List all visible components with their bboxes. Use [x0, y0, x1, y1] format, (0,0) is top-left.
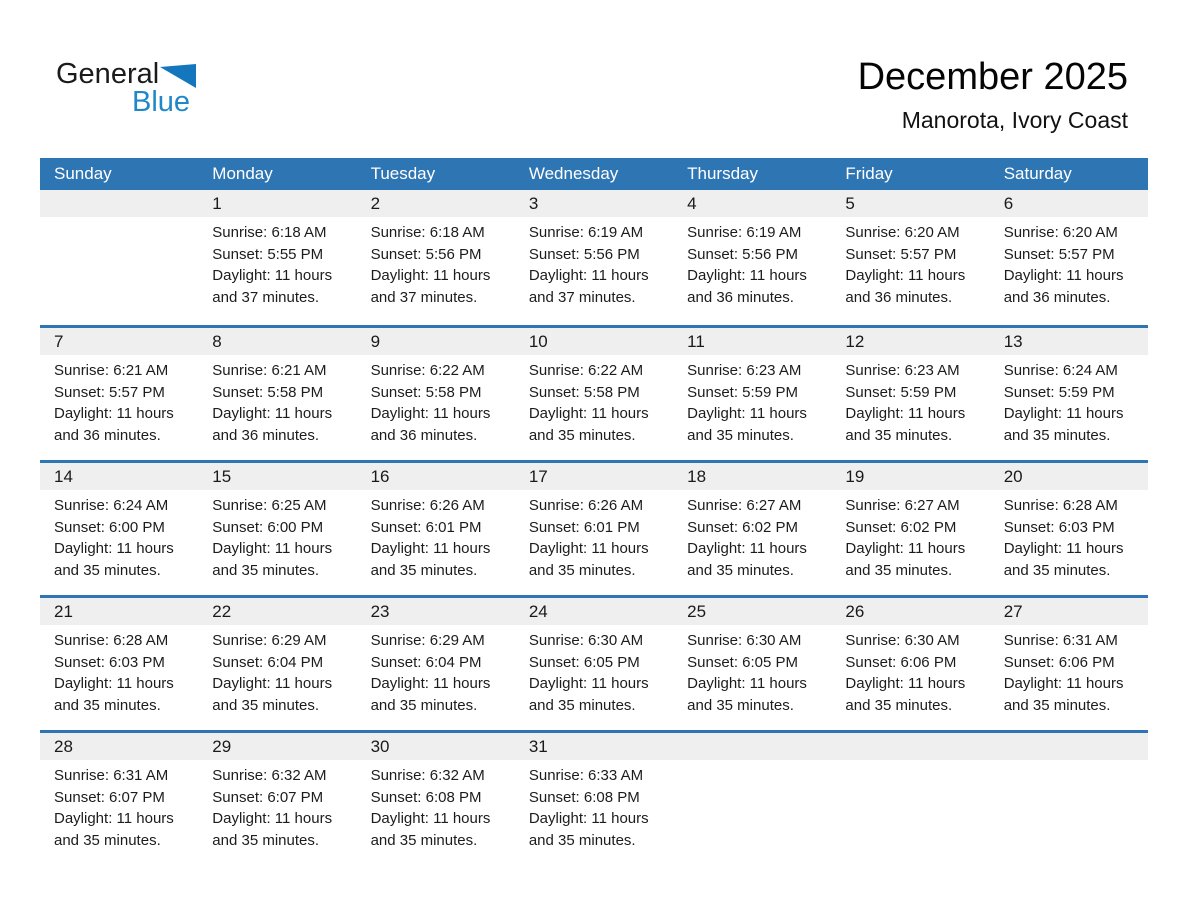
day-cell: [831, 598, 989, 730]
day-number: 19: [831, 463, 989, 490]
weekday-label: Saturday: [1003, 164, 1072, 183]
sunrise-text: Sunrise: 6:19 AM: [687, 224, 802, 241]
day-number: 4: [673, 190, 831, 217]
day-number: 6: [990, 190, 1148, 217]
weekday-header-row: [40, 158, 1148, 190]
day-cell: [40, 733, 198, 865]
day-cell: [357, 328, 515, 460]
day-details: [198, 760, 356, 851]
daylight-text: Daylight: 11 hours and 35 minutes.: [370, 540, 491, 579]
sunset-text: Sunset: 6:02 PM: [687, 518, 799, 536]
day-cell: [198, 733, 356, 865]
sunset-text: Sunset: 5:59 PM: [1003, 383, 1115, 401]
day-cell: [990, 598, 1148, 730]
logo-text-general: General: [56, 58, 160, 90]
daylight-text: Daylight: 11 hours and 35 minutes.: [528, 540, 649, 579]
day-details: [515, 490, 673, 581]
calendar: [40, 158, 1148, 865]
day-cell: [357, 598, 515, 730]
day-cell: [831, 463, 989, 595]
day-details: [40, 760, 198, 851]
weekday-label: Tuesday: [370, 164, 436, 183]
daylight-text: Daylight: 11 hours and 35 minutes.: [845, 675, 966, 714]
day-number: 31: [515, 733, 673, 760]
day-cell: [515, 190, 673, 325]
sunset-text: Sunset: 5:55 PM: [212, 245, 324, 263]
daylight-text: Daylight: 11 hours and 35 minutes.: [687, 540, 807, 579]
day-cell: [990, 328, 1148, 460]
sunset-text: Sunset: 5:58 PM: [528, 383, 640, 401]
sunrise-text: Sunrise: 6:27 AM: [845, 497, 960, 514]
day-details: [831, 490, 989, 581]
day-cell: [990, 190, 1148, 325]
weekday-label: Monday: [212, 164, 273, 183]
sunrise-text: Sunrise: 6:24 AM: [1003, 362, 1118, 379]
daylight-text: Daylight: 11 hours and 35 minutes.: [687, 675, 807, 714]
day-cell: [673, 190, 831, 325]
sunset-text: Sunset: 6:00 PM: [54, 518, 165, 536]
sunset-text: Sunset: 5:59 PM: [687, 383, 799, 401]
sunrise-text: Sunrise: 6:30 AM: [845, 632, 960, 649]
sunrise-text: Sunrise: 6:28 AM: [54, 632, 169, 649]
sunrise-text: Sunrise: 6:25 AM: [212, 497, 327, 514]
sunrise-text: Sunrise: 6:18 AM: [212, 224, 327, 241]
sunset-text: Sunset: 6:00 PM: [212, 518, 324, 536]
day-details: [357, 355, 515, 446]
day-number: 3: [515, 190, 673, 217]
day-number: 17: [515, 463, 673, 490]
week-row: [40, 190, 1148, 325]
day-number: 20: [990, 463, 1148, 490]
day-number: 12: [831, 328, 989, 355]
sunset-text: Sunset: 6:04 PM: [212, 653, 324, 671]
day-details: [831, 355, 989, 446]
day-cell: [515, 733, 673, 865]
day-cell: [515, 463, 673, 595]
sunset-text: Sunset: 6:03 PM: [1003, 518, 1115, 536]
daylight-text: Daylight: 11 hours and 37 minutes.: [370, 267, 491, 306]
day-details: [40, 490, 198, 581]
daylight-text: Daylight: 11 hours and 35 minutes.: [528, 675, 649, 714]
daylight-text: Daylight: 11 hours and 35 minutes.: [54, 810, 174, 849]
sunset-text: Sunset: 5:56 PM: [687, 245, 799, 263]
sunrise-text: Sunrise: 6:31 AM: [54, 767, 169, 784]
week-row: [40, 595, 1148, 730]
week-row: [40, 460, 1148, 595]
daylight-text: Daylight: 11 hours and 35 minutes.: [370, 810, 491, 849]
day-details: [198, 625, 356, 716]
page-subtitle: Manorota, Ivory Coast: [901, 107, 1128, 133]
day-details: [515, 355, 673, 446]
sunset-text: Sunset: 5:58 PM: [370, 383, 482, 401]
sunrise-text: Sunrise: 6:33 AM: [528, 767, 644, 784]
sunrise-text: Sunrise: 6:21 AM: [212, 362, 327, 379]
calendar-body: [40, 190, 1148, 865]
weekday-label: Sunday: [54, 164, 112, 183]
day-number: 18: [673, 463, 831, 490]
day-cell: [40, 463, 198, 595]
day-number: 11: [673, 328, 831, 355]
sunset-text: Sunset: 6:02 PM: [845, 518, 957, 536]
day-number: [831, 733, 989, 760]
sunset-text: Sunset: 6:08 PM: [528, 788, 640, 806]
sunset-text: Sunset: 5:57 PM: [845, 245, 957, 263]
sunset-text: Sunset: 6:07 PM: [54, 788, 165, 806]
daylight-text: Daylight: 11 hours and 35 minutes.: [845, 405, 966, 444]
sunset-text: Sunset: 6:06 PM: [845, 653, 957, 671]
sunset-text: Sunset: 6:06 PM: [1003, 653, 1115, 671]
day-cell: [673, 598, 831, 730]
day-cell: [673, 328, 831, 460]
sunrise-text: Sunrise: 6:32 AM: [370, 767, 485, 784]
day-number: [40, 190, 198, 217]
empty-day-cell: [990, 733, 1148, 865]
sunrise-text: Sunrise: 6:23 AM: [845, 362, 960, 379]
day-number: 23: [357, 598, 515, 625]
day-details: [40, 625, 198, 716]
day-details: [673, 355, 831, 446]
day-number: 14: [40, 463, 198, 490]
day-cell: [673, 463, 831, 595]
daylight-text: Daylight: 11 hours and 36 minutes.: [370, 405, 491, 444]
daylight-text: Daylight: 11 hours and 35 minutes.: [528, 810, 649, 849]
day-cell: [40, 598, 198, 730]
day-cell: [831, 190, 989, 325]
daylight-text: Daylight: 11 hours and 36 minutes.: [1003, 267, 1124, 306]
day-details: [198, 355, 356, 446]
day-cell: [990, 463, 1148, 595]
day-details: [831, 625, 989, 716]
daylight-text: Daylight: 11 hours and 35 minutes.: [212, 540, 333, 579]
day-number: 8: [198, 328, 356, 355]
sunrise-text: Sunrise: 6:29 AM: [212, 632, 327, 649]
day-cell: [515, 328, 673, 460]
sunset-text: Sunset: 6:04 PM: [370, 653, 482, 671]
daylight-text: Daylight: 11 hours and 36 minutes.: [845, 267, 966, 306]
day-number: 27: [990, 598, 1148, 625]
daylight-text: Daylight: 11 hours and 35 minutes.: [1003, 675, 1124, 714]
day-number: 25: [673, 598, 831, 625]
sunset-text: Sunset: 6:07 PM: [212, 788, 324, 806]
day-details: [515, 625, 673, 716]
day-details: [515, 217, 673, 308]
day-number: 1: [198, 190, 356, 217]
weekday-label: Friday: [845, 164, 893, 183]
weekday-label: Thursday: [687, 164, 759, 183]
page-title: December 2025: [857, 56, 1128, 98]
daylight-text: Daylight: 11 hours and 36 minutes.: [212, 405, 333, 444]
daylight-text: Daylight: 11 hours and 35 minutes.: [54, 675, 174, 714]
day-number: 29: [198, 733, 356, 760]
day-number: [990, 733, 1148, 760]
sunrise-text: Sunrise: 6:21 AM: [54, 362, 169, 379]
day-cell: [198, 328, 356, 460]
sunrise-text: Sunrise: 6:19 AM: [528, 224, 644, 241]
day-number: 16: [357, 463, 515, 490]
day-details: [831, 760, 989, 765]
day-details: [990, 355, 1148, 446]
empty-day-cell: [673, 733, 831, 865]
sunrise-text: Sunrise: 6:22 AM: [370, 362, 485, 379]
sunrise-text: Sunrise: 6:22 AM: [528, 362, 644, 379]
sunset-text: Sunset: 5:58 PM: [212, 383, 324, 401]
day-number: 2: [357, 190, 515, 217]
sunrise-text: Sunrise: 6:20 AM: [845, 224, 960, 241]
daylight-text: Daylight: 11 hours and 35 minutes.: [54, 540, 174, 579]
day-number: 21: [40, 598, 198, 625]
title-block: [858, 56, 1128, 133]
day-details: [831, 217, 989, 308]
sunset-text: Sunset: 5:57 PM: [1003, 245, 1115, 263]
sunset-text: Sunset: 6:08 PM: [370, 788, 482, 806]
sunrise-text: Sunrise: 6:30 AM: [687, 632, 802, 649]
sunset-text: Sunset: 6:05 PM: [528, 653, 640, 671]
sunrise-text: Sunrise: 6:18 AM: [370, 224, 485, 241]
day-number: 10: [515, 328, 673, 355]
daylight-text: Daylight: 11 hours and 35 minutes.: [212, 675, 333, 714]
day-number: [673, 733, 831, 760]
day-details: [198, 217, 356, 308]
day-cell: [357, 190, 515, 325]
sunset-text: Sunset: 6:01 PM: [370, 518, 482, 536]
day-details: [357, 760, 515, 851]
sunrise-text: Sunrise: 6:26 AM: [370, 497, 485, 514]
day-details: [357, 625, 515, 716]
day-number: 5: [831, 190, 989, 217]
day-cell: [198, 463, 356, 595]
day-cell: [515, 598, 673, 730]
sunset-text: Sunset: 6:03 PM: [54, 653, 165, 671]
daylight-text: Daylight: 11 hours and 35 minutes.: [1003, 405, 1124, 444]
day-cell: [198, 598, 356, 730]
daylight-text: Daylight: 11 hours and 35 minutes.: [212, 810, 333, 849]
day-details: [990, 490, 1148, 581]
sunset-text: Sunset: 5:59 PM: [845, 383, 957, 401]
day-cell: [357, 733, 515, 865]
day-number: 9: [357, 328, 515, 355]
daylight-text: Daylight: 11 hours and 36 minutes.: [54, 405, 174, 444]
day-details: [40, 217, 198, 222]
day-number: 24: [515, 598, 673, 625]
daylight-text: Daylight: 11 hours and 37 minutes.: [212, 267, 333, 306]
daylight-text: Daylight: 11 hours and 35 minutes.: [1003, 540, 1124, 579]
sunrise-text: Sunrise: 6:20 AM: [1003, 224, 1118, 241]
sunrise-text: Sunrise: 6:32 AM: [212, 767, 327, 784]
sunrise-text: Sunrise: 6:31 AM: [1003, 632, 1118, 649]
daylight-text: Daylight: 11 hours and 36 minutes.: [687, 267, 807, 306]
day-number: 26: [831, 598, 989, 625]
empty-day-cell: [40, 190, 198, 325]
sunrise-text: Sunrise: 6:24 AM: [54, 497, 169, 514]
day-details: [357, 217, 515, 308]
general-blue-logo: [56, 60, 216, 120]
week-row: [40, 730, 1148, 865]
day-cell: [831, 328, 989, 460]
sunset-text: Sunset: 5:56 PM: [528, 245, 640, 263]
day-details: [673, 217, 831, 308]
day-details: [990, 217, 1148, 308]
sunset-text: Sunset: 6:05 PM: [687, 653, 799, 671]
day-details: [198, 490, 356, 581]
day-cell: [198, 190, 356, 325]
logo-text-blue: Blue: [132, 86, 191, 118]
sunrise-text: Sunrise: 6:26 AM: [528, 497, 644, 514]
sunrise-text: Sunrise: 6:23 AM: [687, 362, 802, 379]
day-details: [40, 355, 198, 446]
day-details: [515, 760, 673, 851]
day-number: 30: [357, 733, 515, 760]
week-row: [40, 325, 1148, 460]
weekday-label: Wednesday: [528, 164, 619, 183]
sunrise-text: Sunrise: 6:27 AM: [687, 497, 802, 514]
empty-day-cell: [831, 733, 989, 865]
daylight-text: Daylight: 11 hours and 35 minutes.: [687, 405, 807, 444]
day-details: [673, 625, 831, 716]
sunset-text: Sunset: 5:57 PM: [54, 383, 165, 401]
daylight-text: Daylight: 11 hours and 35 minutes.: [845, 540, 966, 579]
day-number: 7: [40, 328, 198, 355]
day-cell: [357, 463, 515, 595]
day-cell: [40, 328, 198, 460]
day-number: 22: [198, 598, 356, 625]
sunset-text: Sunset: 6:01 PM: [528, 518, 640, 536]
day-number: 28: [40, 733, 198, 760]
sunrise-text: Sunrise: 6:28 AM: [1003, 497, 1118, 514]
day-details: [673, 760, 831, 765]
daylight-text: Daylight: 11 hours and 37 minutes.: [528, 267, 649, 306]
sunset-text: Sunset: 5:56 PM: [370, 245, 482, 263]
daylight-text: Daylight: 11 hours and 35 minutes.: [370, 675, 491, 714]
day-number: 13: [990, 328, 1148, 355]
day-details: [673, 490, 831, 581]
sunrise-text: Sunrise: 6:29 AM: [370, 632, 485, 649]
day-details: [357, 490, 515, 581]
day-details: [990, 760, 1148, 765]
day-details: [990, 625, 1148, 716]
day-number: 15: [198, 463, 356, 490]
sunrise-text: Sunrise: 6:30 AM: [528, 632, 644, 649]
daylight-text: Daylight: 11 hours and 35 minutes.: [528, 405, 649, 444]
